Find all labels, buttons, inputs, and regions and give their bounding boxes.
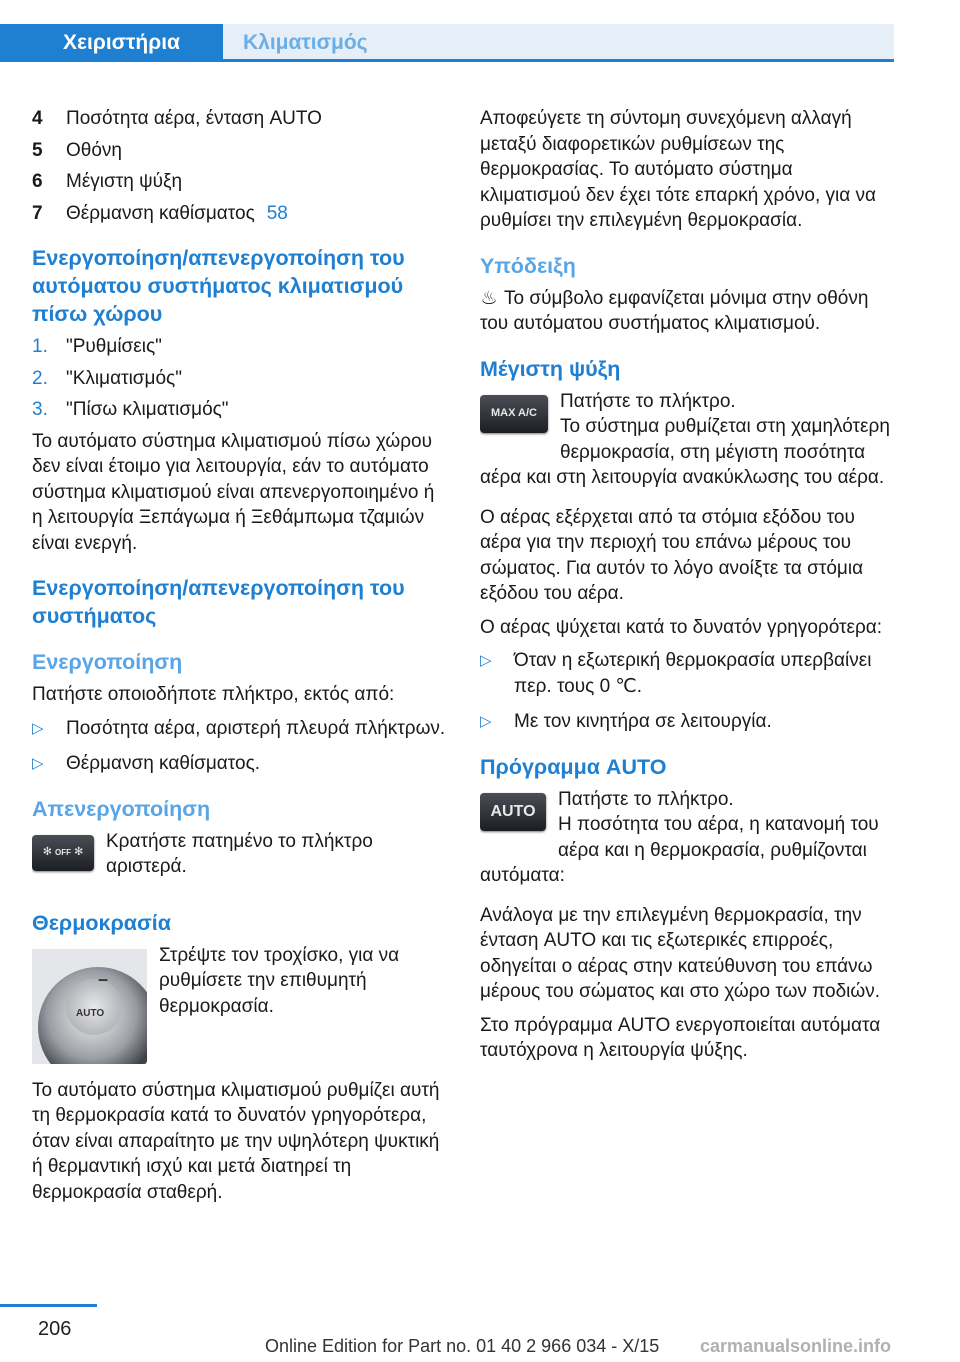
legend-item: 6 Μέγιστη ψύξη <box>32 171 183 192</box>
temperature-text: Στρέψτε τον τροχίσκο, για να ρυθμίσετε την επιθυμητή θερμοκρασία. <box>159 944 400 1017</box>
hint-text: ♨ Το σύμβολο εμφανίζεται μόνιμα στην οθόνη του αυτόματου συστήματος κλιματισμού. <box>480 287 869 334</box>
fan-icon: ✻ <box>42 845 52 858</box>
edition-footer: Online Edition for Part no. 01 40 2 966 034 - X/15 <box>265 1336 660 1356</box>
triangle-bullet-icon: ▷ <box>480 713 492 730</box>
header-divider <box>0 59 894 62</box>
temperature-heading: Θερμοκρασία <box>32 910 171 935</box>
auto-text: Η ποσότητα του αέρα, η κατανομή του αέρα και η θερμοκρασία, ρυθμίζονται αυτόματα: <box>480 814 879 886</box>
max-cool-text: Το σύστημα ρυθμίζεται στη χαμηλότερη θερμοκρασία, στη μέγιστη ποσότητα αέρα και στη λειτουργία ανακύκλωσης του αέρα. <box>480 416 890 488</box>
footer-divider <box>0 1304 97 1307</box>
minus-icon: – <box>98 968 109 989</box>
activation-text: Πατήστε οποιοδήποτε πλήκτρο, εκτός από: <box>32 684 395 705</box>
legend-item: 7 Θέρμανση καθίσματος 58 <box>32 201 447 227</box>
step-item: 3. "Πίσω κλιματισμός" <box>32 399 229 420</box>
legend-item: 5 Οθόνη <box>32 139 122 161</box>
max-cool-block <box>480 389 898 491</box>
step-item: 1. "Ρυθμίσεις" <box>32 336 162 357</box>
rear-climate-paragraph: Το αυτόματο σύστημα κλιματισμού πίσω χώρου δεν είναι έτοιμο για λειτουργία, εάν το αυτόματο σύστημα κλιματισμού είναι απενεργοποιημένο ή η λειτουργία Ξεπάγωμα ή Ξεθάμπωμα τζαμιών είναι ενεργή. <box>32 430 435 554</box>
triangle-bullet-icon: ▷ <box>32 719 44 737</box>
max-ac-button-image: MAX A/C <box>480 395 548 433</box>
system-heading: Ενεργοποίηση/απενεργοποίηση του συστήματος <box>32 576 405 628</box>
page-reference-link[interactable]: 58 <box>266 202 288 224</box>
triangle-bullet-icon: ▷ <box>480 652 492 669</box>
fan-icon: ✻ <box>74 845 84 858</box>
activation-heading: Ενεργοποίηση <box>32 650 183 674</box>
max-cool-paragraph-3: Ο αέρας ψύχεται κατά το δυνατόν γρηγορότερα: <box>480 616 883 638</box>
auto-press: Πατήστε το πλήκτρο. <box>558 788 734 810</box>
bullet-item: ▷ Με τον κινητήρα σε λειτουργία. <box>480 709 898 735</box>
header-tab-climate[interactable]: Κλιματισμός <box>223 24 894 62</box>
deactivation-heading: Απενεργοποίηση <box>32 796 211 821</box>
auto-paragraph-3: Στο πρόγραμμα AUTO ενεργοποιείται αυτόματα ταυτόχρονα η λειτουργία ψύξης. <box>480 1014 881 1061</box>
max-cool-press: Πατήστε το πλήκτρο. <box>560 390 736 412</box>
max-cool-heading: Μέγιστη ψύξη <box>480 356 621 381</box>
temperature-block <box>32 943 447 1072</box>
deactivation-block <box>32 829 447 883</box>
page-header <box>0 0 894 62</box>
auto-button-image: AUTO <box>480 793 546 831</box>
temperature-knob-image: – AUTO <box>32 949 147 1064</box>
page-number: 206 <box>38 1318 72 1340</box>
deactivation-text: Κρατήστε πατημένο το πλήκτρο αριστερά. <box>106 830 373 877</box>
bullet-item: ▷ Όταν η εξωτερική θερμοκρασία υπερβαίνει περ. τους 0 ℃. <box>480 648 898 699</box>
bullet-item: ▷ Ποσότητα αέρα, αριστερή πλευρά πλήκτρων. <box>32 716 447 742</box>
off-fan-button-image: ✻ OFF ✻ <box>32 835 94 871</box>
header-tab-controls[interactable]: Χειριστήρια <box>0 24 223 62</box>
step-item: 2. "Κλιματισμός" <box>32 367 182 389</box>
rear-climate-heading: Ενεργοποίηση/απενεργοποίηση του αυτόματου συστήματος κλιματισμού πίσω χώρου <box>32 246 405 326</box>
bullet-item: ▷ Θέρμανση καθίσματος. <box>32 751 447 777</box>
hint-heading: Υπόδειξη <box>480 253 576 278</box>
auto-program-heading: Πρόγραμμα AUTO <box>480 754 667 779</box>
max-cool-paragraph-2: Ο αέρας εξέρχεται από τα στόμια εξόδου του αέρα για την περιοχή του επάνω μέρους του σώματος. Για αυτόν το λόγο ανοίξτε τα στόμια εξόδου του αέρα. <box>480 506 864 604</box>
watermark: carmanualsonline.info <box>700 1336 892 1356</box>
left-column <box>32 106 447 1213</box>
defrost-symbol-icon: ♨ <box>480 287 498 309</box>
temperature-paragraph: Το αυτόματο σύστημα κλιματισμού ρυθμίζει αυτή τη θερμοκρασία κατά το δυνατόν γρηγορότερα, όταν είναι απαραίτητο με την υψηλότερη ψυκτική ή θερμαντική ισχύ και μετά διατηρεί τη θερμοκρασία σταθερή. <box>32 1079 440 1203</box>
right-column <box>480 106 898 1072</box>
triangle-bullet-icon: ▷ <box>32 755 44 772</box>
auto-paragraph-2: Ανάλογα με την επιλεγμένη θερμοκρασία, την ένταση AUTO και τις εξωτερικές επιρροές, οδηγείται ο αέρας στην κατεύθυνση του επάνω μέρους του σώματος και στο χώρο των ποδιών. <box>480 904 881 1002</box>
auto-block <box>480 787 898 889</box>
intro-paragraph: Αποφεύγετε τη σύντομη συνεχόμενη αλλαγή μεταξύ διαφορετικών ρυθμίσεων της θερμοκρασίας. Το αυτόματο σύστημα κλιματισμού δεν έχει τότε επαρκή χρόνο, για να ρυθμίσει την επιλεγμένη θερμοκρασία. <box>480 108 876 231</box>
legend-item: 4 Ποσότητα αέρα, ένταση AUTO <box>32 108 322 129</box>
